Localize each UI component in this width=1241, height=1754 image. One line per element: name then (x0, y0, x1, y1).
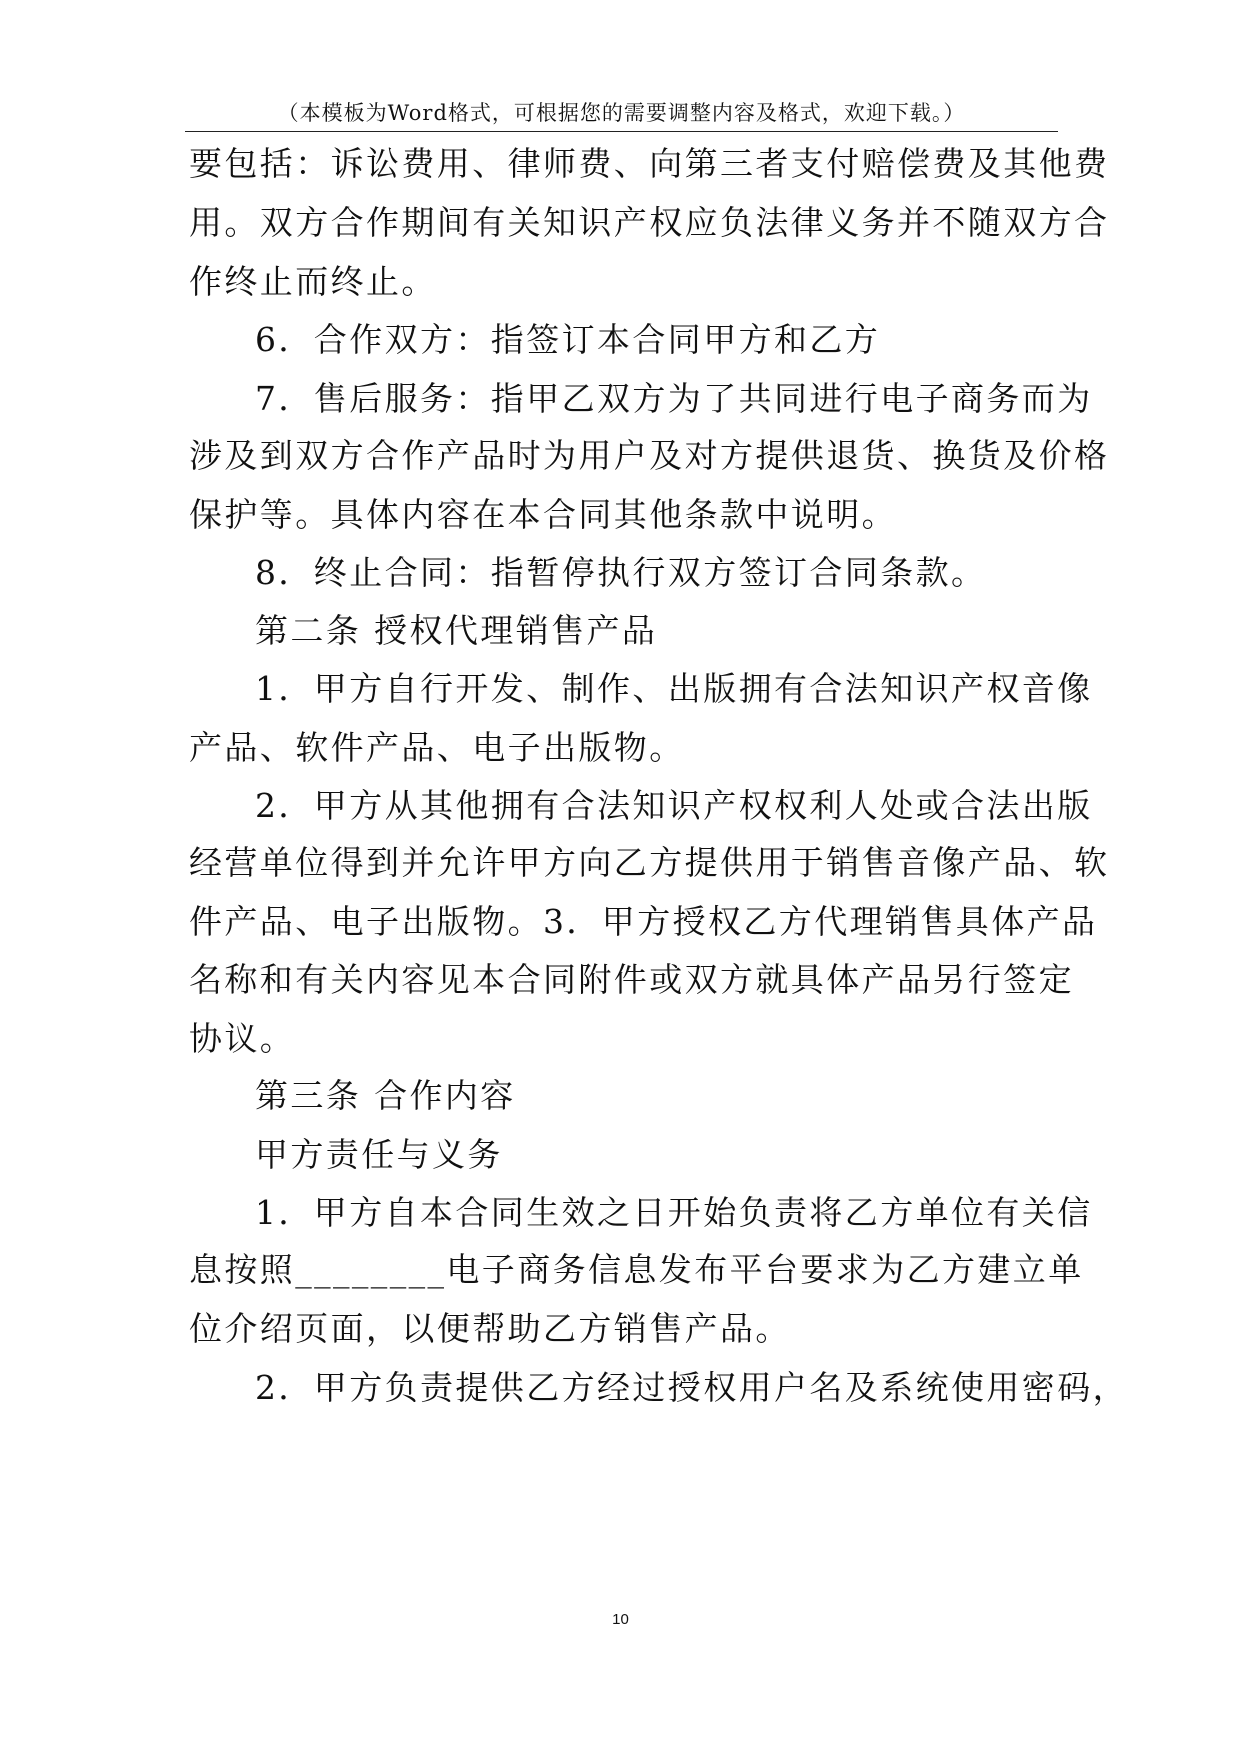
text-line: 件产品、电子出版物。3．甲方授权乙方代理销售具体产品 (189, 902, 1098, 941)
text-line: 2．甲方从其他拥有合法知识产权权利人处或合法出版 (255, 786, 1093, 825)
text-line: 保护等。具体内容在本合同其他条款中说明。 (189, 495, 897, 534)
text-line: 位介绍页面，以便帮助乙方销售产品。 (189, 1309, 791, 1348)
text-line: 名称和有关内容见本合同附件或双方就具体产品另行签定 (189, 960, 1074, 999)
text-line: 息按照________电子商务信息发布平台要求为乙方建立单 (189, 1250, 1084, 1289)
text-line: 甲方责任与义务 (255, 1135, 503, 1174)
text-line: 8．终止合同：指暂停执行双方签订合同条款。 (255, 553, 987, 592)
page-number: 10 (612, 1611, 629, 1628)
text-line: 第二条 授权代理销售产品 (255, 611, 658, 650)
text-line: 2．甲方负责提供乙方经过授权用户名及系统使用密码， (255, 1368, 1128, 1407)
text-line: 1．甲方自行开发、制作、出版拥有合法知识产权音像 (255, 669, 1093, 708)
header-rule (185, 131, 1058, 132)
text-line: 经营单位得到并允许甲方向乙方提供用于销售音像产品、软 (189, 843, 1110, 882)
text-line: 协议。 (189, 1019, 296, 1058)
text-line: 作终止而终止。 (189, 262, 437, 301)
text-line: 1．甲方自本合同生效之日开始负责将乙方单位有关信 (255, 1193, 1093, 1232)
text-line: 用。双方合作期间有关知识产权应负法律义务并不随双方合 (189, 203, 1110, 242)
text-line: 6．合作双方：指签订本合同甲方和乙方 (255, 320, 881, 359)
text-line: 涉及到双方合作产品时为用户及对方提供退货、换货及价格 (189, 436, 1110, 475)
text-line: 要包括：诉讼费用、律师费、向第三者支付赔偿费及其他费 (189, 144, 1110, 183)
text-line: 第三条 合作内容 (255, 1076, 516, 1115)
text-line: 7．售后服务：指甲乙双方为了共同进行电子商务而为 (255, 379, 1093, 418)
text-line: 产品、软件产品、电子出版物。 (189, 728, 685, 767)
header-note: （本模板为Word格式，可根据您的需要调整内容及格式，欢迎下载。） (277, 101, 966, 125)
